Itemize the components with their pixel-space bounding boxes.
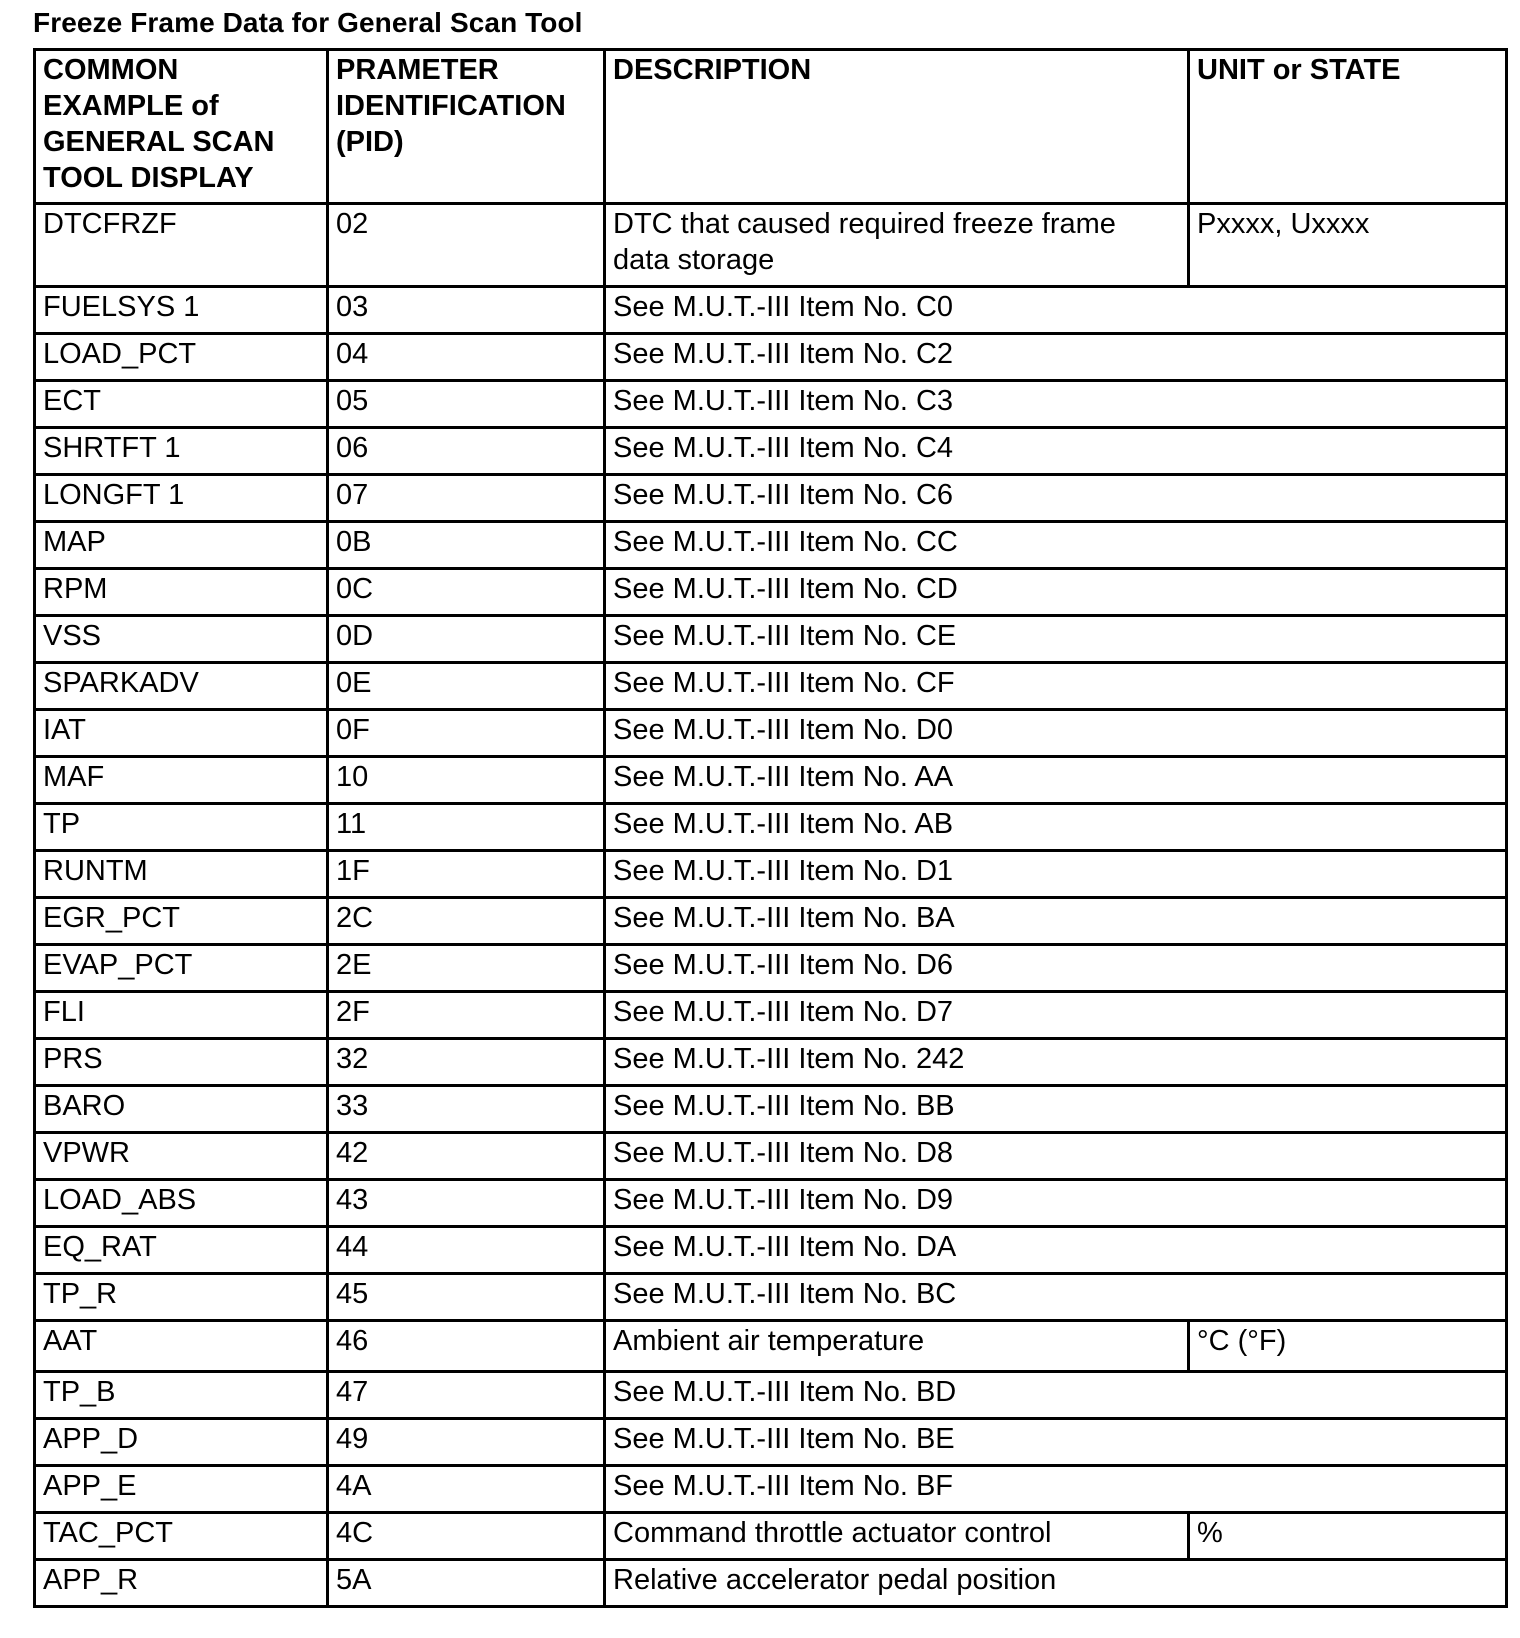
cell-pid: 02 xyxy=(328,204,605,287)
table-row xyxy=(35,1039,1507,1086)
cell-description: See M.U.T.-III Item No. D0 xyxy=(605,710,1507,757)
header-description: DESCRIPTION xyxy=(605,50,1189,204)
cell-display: ECT xyxy=(35,381,328,428)
table-row xyxy=(35,1227,1507,1274)
table-header-row xyxy=(35,50,1507,204)
table-row xyxy=(35,1180,1507,1227)
cell-description: See M.U.T.-III Item No. CD xyxy=(605,569,1507,616)
cell-display: PRS xyxy=(35,1039,328,1086)
cell-pid: 2C xyxy=(328,898,605,945)
cell-display: EGR_PCT xyxy=(35,898,328,945)
cell-description: See M.U.T.-III Item No. CF xyxy=(605,663,1507,710)
cell-pid: 32 xyxy=(328,1039,605,1086)
cell-display: APP_E xyxy=(35,1466,328,1513)
table-row xyxy=(35,1466,1507,1513)
table-row xyxy=(35,851,1507,898)
cell-display: DTCFRZF xyxy=(35,204,328,287)
cell-pid: 05 xyxy=(328,381,605,428)
cell-pid: 5A xyxy=(328,1560,605,1607)
cell-description: See M.U.T.-III Item No. BF xyxy=(605,1466,1507,1513)
cell-display: VPWR xyxy=(35,1133,328,1180)
cell-description: See M.U.T.-III Item No. DA xyxy=(605,1227,1507,1274)
cell-pid: 11 xyxy=(328,804,605,851)
table-row xyxy=(35,334,1507,381)
cell-pid: 49 xyxy=(328,1419,605,1466)
cell-pid: 04 xyxy=(328,334,605,381)
cell-display: FLI xyxy=(35,992,328,1039)
cell-pid: 10 xyxy=(328,757,605,804)
cell-pid: 1F xyxy=(328,851,605,898)
cell-display: APP_D xyxy=(35,1419,328,1466)
cell-display: EVAP_PCT xyxy=(35,945,328,992)
cell-pid: 42 xyxy=(328,1133,605,1180)
cell-pid: 06 xyxy=(328,428,605,475)
cell-pid: 44 xyxy=(328,1227,605,1274)
cell-display: APP_R xyxy=(35,1560,328,1607)
cell-display: SHRTFT 1 xyxy=(35,428,328,475)
cell-pid: 0F xyxy=(328,710,605,757)
cell-display: VSS xyxy=(35,616,328,663)
cell-description: See M.U.T.-III Item No. D7 xyxy=(605,992,1507,1039)
table-row xyxy=(35,804,1507,851)
cell-description: See M.U.T.-III Item No. BB xyxy=(605,1086,1507,1133)
cell-pid: 45 xyxy=(328,1274,605,1321)
header-scan-tool-display: COMMON EXAMPLE of GENERAL SCAN TOOL DISPLAY xyxy=(35,50,328,204)
cell-description: See M.U.T.-III Item No. CC xyxy=(605,522,1507,569)
cell-pid: 4A xyxy=(328,1466,605,1513)
cell-display: AAT xyxy=(35,1321,328,1372)
cell-description: See M.U.T.-III Item No. C6 xyxy=(605,475,1507,522)
table-row xyxy=(35,569,1507,616)
cell-pid: 0E xyxy=(328,663,605,710)
table-row xyxy=(35,710,1507,757)
table-row xyxy=(35,204,1507,287)
table-row xyxy=(35,1372,1507,1419)
cell-description: See M.U.T.-III Item No. D9 xyxy=(605,1180,1507,1227)
cell-description: See M.U.T.-III Item No. AB xyxy=(605,804,1507,851)
cell-pid: 03 xyxy=(328,287,605,334)
table-row xyxy=(35,1133,1507,1180)
cell-description: See M.U.T.-III Item No. BA xyxy=(605,898,1507,945)
table-row xyxy=(35,945,1507,992)
cell-display: FUELSYS 1 xyxy=(35,287,328,334)
cell-display: BARO xyxy=(35,1086,328,1133)
cell-pid: 46 xyxy=(328,1321,605,1372)
cell-pid: 0B xyxy=(328,522,605,569)
cell-description: Command throttle actuator control xyxy=(605,1513,1189,1560)
cell-display: EQ_RAT xyxy=(35,1227,328,1274)
cell-display: SPARKADV xyxy=(35,663,328,710)
cell-description: See M.U.T.-III Item No. C0 xyxy=(605,287,1507,334)
cell-display: TP_B xyxy=(35,1372,328,1419)
cell-pid: 43 xyxy=(328,1180,605,1227)
table-row xyxy=(35,663,1507,710)
cell-description: Ambient air temperature xyxy=(605,1321,1189,1372)
cell-display: TAC_PCT xyxy=(35,1513,328,1560)
cell-display: TP_R xyxy=(35,1274,328,1321)
header-unit-or-state: UNIT or STATE xyxy=(1189,50,1507,204)
cell-pid: 47 xyxy=(328,1372,605,1419)
cell-description: See M.U.T.-III Item No. AA xyxy=(605,757,1507,804)
cell-description: See M.U.T.-III Item No. C4 xyxy=(605,428,1507,475)
cell-pid: 4C xyxy=(328,1513,605,1560)
header-pid: PRAMETER IDENTIFICATION (PID) xyxy=(328,50,605,204)
table-row xyxy=(35,287,1507,334)
table-row xyxy=(35,475,1507,522)
cell-description: See M.U.T.-III Item No. BE xyxy=(605,1419,1507,1466)
table-row xyxy=(35,898,1507,945)
cell-description: See M.U.T.-III Item No. CE xyxy=(605,616,1507,663)
cell-description: See M.U.T.-III Item No. 242 xyxy=(605,1039,1507,1086)
cell-display: MAF xyxy=(35,757,328,804)
cell-description: See M.U.T.-III Item No. C3 xyxy=(605,381,1507,428)
cell-pid: 07 xyxy=(328,475,605,522)
table-row xyxy=(35,616,1507,663)
cell-display: IAT xyxy=(35,710,328,757)
cell-display: TP xyxy=(35,804,328,851)
cell-description: See M.U.T.-III Item No. D8 xyxy=(605,1133,1507,1180)
table-row xyxy=(35,1274,1507,1321)
cell-unit: % xyxy=(1189,1513,1507,1560)
cell-description: See M.U.T.-III Item No. BC xyxy=(605,1274,1507,1321)
cell-description: See M.U.T.-III Item No. C2 xyxy=(605,334,1507,381)
table-row xyxy=(35,522,1507,569)
document-title: Freeze Frame Data for General Scan Tool xyxy=(33,7,583,38)
cell-pid: 2F xyxy=(328,992,605,1039)
cell-display: LOAD_ABS xyxy=(35,1180,328,1227)
cell-description: See M.U.T.-III Item No. BD xyxy=(605,1372,1507,1419)
table-row xyxy=(35,757,1507,804)
cell-unit: Pxxxx, Uxxxx xyxy=(1189,204,1507,287)
cell-pid: 33 xyxy=(328,1086,605,1133)
table-row xyxy=(35,1419,1507,1466)
table-row xyxy=(35,1560,1507,1607)
table-row xyxy=(35,992,1507,1039)
cell-description: DTC that caused required freeze frame data storage xyxy=(605,204,1189,287)
table-row xyxy=(35,1086,1507,1133)
cell-display: MAP xyxy=(35,522,328,569)
table-row xyxy=(35,428,1507,475)
table-row xyxy=(35,1321,1507,1372)
cell-description: Relative accelerator pedal position xyxy=(605,1560,1507,1607)
table-row xyxy=(35,381,1507,428)
cell-display: RUNTM xyxy=(35,851,328,898)
cell-display: LONGFT 1 xyxy=(35,475,328,522)
cell-display: RPM xyxy=(35,569,328,616)
freeze-frame-table xyxy=(33,48,1508,1608)
cell-pid: 0C xyxy=(328,569,605,616)
cell-unit: °C (°F) xyxy=(1189,1321,1507,1372)
cell-pid: 0D xyxy=(328,616,605,663)
table-row xyxy=(35,1513,1507,1560)
cell-display: LOAD_PCT xyxy=(35,334,328,381)
cell-description: See M.U.T.-III Item No. D6 xyxy=(605,945,1507,992)
cell-description: See M.U.T.-III Item No. D1 xyxy=(605,851,1507,898)
cell-pid: 2E xyxy=(328,945,605,992)
